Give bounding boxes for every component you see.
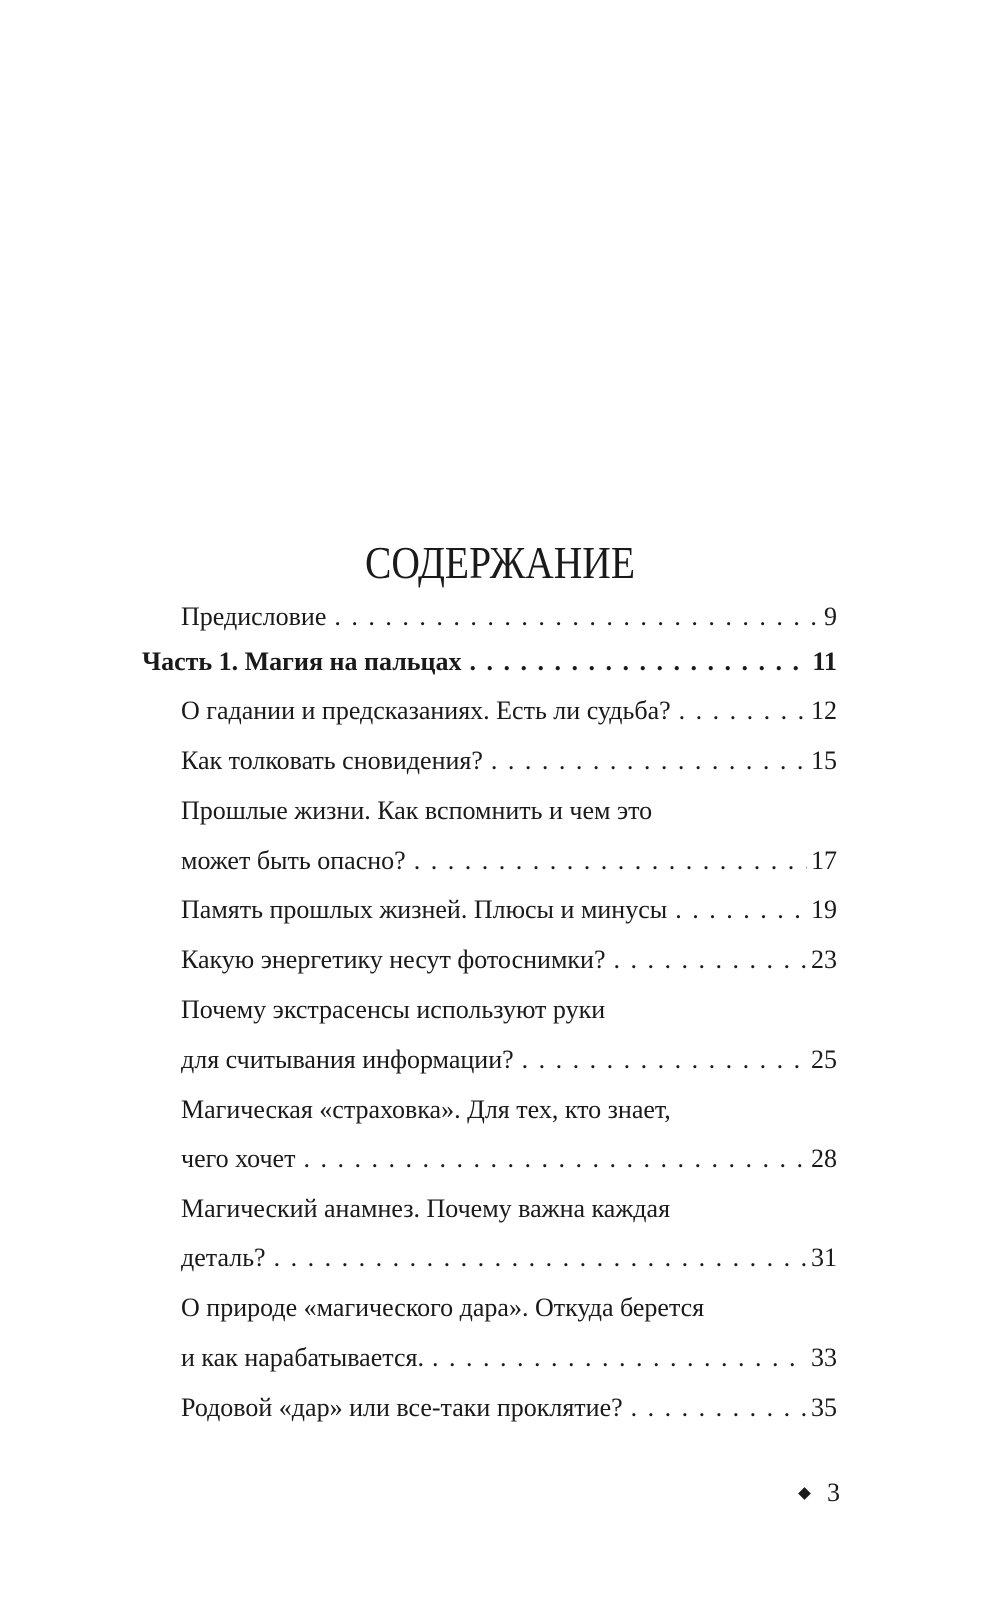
- toc-entry-title: Родовой «дар» или все-таки проклятие?: [181, 1393, 623, 1422]
- toc-entry-continued[interactable]: [181, 1189, 837, 1229]
- toc-entry-continued[interactable]: [181, 1288, 837, 1328]
- toc-entry[interactable]: [181, 1139, 837, 1179]
- toc-entry[interactable]: [181, 1388, 837, 1428]
- toc-entry[interactable]: [181, 741, 837, 781]
- leader-dots: [613, 940, 807, 980]
- toc-entry-title: для считывания информации?: [181, 1045, 514, 1074]
- toc-entry-page: 17: [811, 846, 837, 875]
- toc-entry-title: Почему экстрасенсы используют руки: [181, 995, 606, 1024]
- toc-entry-page: 25: [811, 1045, 837, 1074]
- toc-entry-page: 11: [812, 647, 837, 676]
- toc-entry[interactable]: [181, 1040, 837, 1080]
- leader-dots: [679, 691, 807, 731]
- leader-dots: [334, 597, 820, 637]
- toc-entry[interactable]: [181, 1338, 837, 1378]
- leader-dots: [432, 1338, 807, 1378]
- toc-entry-title: чего хочет: [181, 1144, 296, 1173]
- leader-dots: [303, 1139, 807, 1179]
- toc-entry-page: 23: [811, 945, 837, 974]
- toc-entry-page: 33: [811, 1343, 837, 1372]
- toc-entry-page: 19: [811, 895, 837, 924]
- leader-dots: [491, 741, 807, 781]
- toc-entry-title: и как нарабатывается.: [181, 1343, 424, 1372]
- toc-entry-title: О гадании и предсказаниях. Есть ли судьба?: [181, 696, 671, 725]
- leader-dots: [470, 642, 809, 682]
- toc-entry-title: Магическая «страховка». Для тех, кто знает,: [181, 1095, 671, 1124]
- toc-entry-continued[interactable]: [181, 1090, 837, 1130]
- toc-entry-title: Какую энергетику несут фотоснимки?: [181, 945, 606, 974]
- toc-entry-title: деталь?: [181, 1243, 266, 1272]
- toc-entry-page: 15: [811, 746, 837, 775]
- leader-dots: [675, 890, 807, 930]
- toc-entry[interactable]: [181, 940, 837, 980]
- page-footer: [800, 1475, 840, 1511]
- toc-entry-continued[interactable]: [181, 990, 837, 1030]
- diamond-icon: [798, 1487, 811, 1500]
- toc-part-heading[interactable]: [142, 642, 837, 682]
- toc-entry-page: 28: [811, 1144, 837, 1173]
- leader-dots: [522, 1040, 807, 1080]
- toc-entry-page: 12: [811, 696, 837, 725]
- toc-entry-title: может быть опасно?: [181, 846, 406, 875]
- page-title: СОДЕРЖАНИЕ: [364, 536, 636, 588]
- toc-entry-page: 9: [824, 602, 837, 631]
- toc-entry-title: Предисловие: [181, 602, 327, 631]
- toc-entry-title: Память прошлых жизней. Плюсы и минусы: [181, 895, 668, 924]
- toc-entry-title: Как толковать сновидения?: [181, 746, 483, 775]
- toc-entry[interactable]: [181, 841, 837, 881]
- toc-entry-page: 35: [811, 1393, 837, 1422]
- page-number: 3: [827, 1478, 840, 1507]
- toc-entry-title: Часть 1. Магия на пальцах: [142, 647, 462, 676]
- toc-entry[interactable]: [181, 890, 837, 930]
- toc-entry-title: Прошлые жизни. Как вспомнить и чем это: [181, 796, 653, 825]
- toc-entry-continued[interactable]: [181, 791, 837, 831]
- toc-entry[interactable]: [181, 1238, 837, 1278]
- leader-dots: [274, 1238, 807, 1278]
- leader-dots: [631, 1388, 807, 1428]
- toc-entry-title: О природе «магического дара». Откуда берется: [181, 1293, 705, 1322]
- toc-entry-page: 31: [811, 1243, 837, 1272]
- toc-entry[interactable]: [181, 691, 837, 731]
- toc-entry[interactable]: [181, 597, 837, 637]
- leader-dots: [414, 841, 807, 881]
- toc-entry-title: Магический анамнез. Почему важна каждая: [181, 1194, 671, 1223]
